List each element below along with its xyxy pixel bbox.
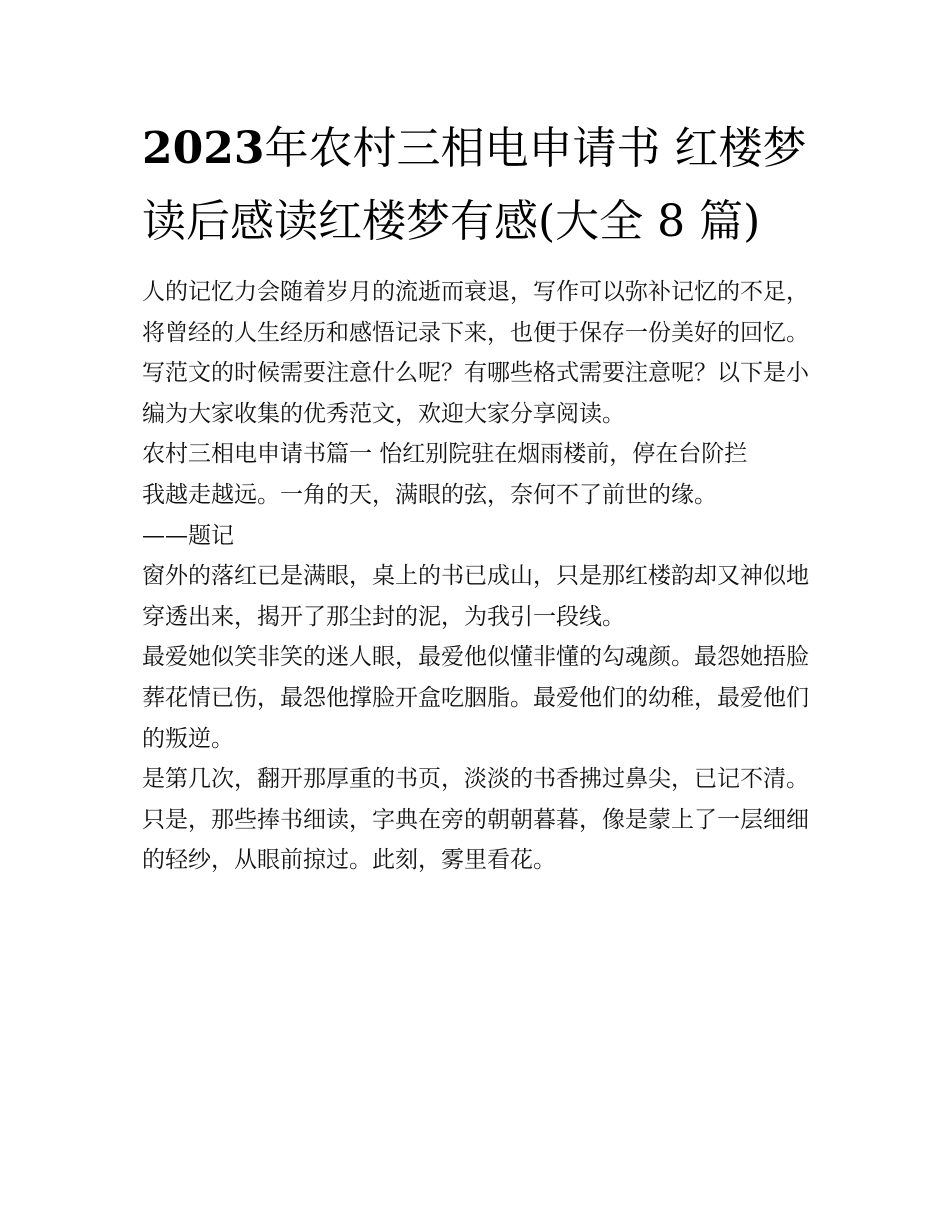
document-body — [142, 272, 822, 881]
paragraph-epigraph-attribution: ——题记 — [142, 522, 234, 549]
paragraph-intro: 人的记忆力会随着岁月的流逝而衰退，写作可以弥补记忆的不足，将曾经的人生经历和感悟记录下来，也便于保存一份美好的回忆。写范文的时候需要注意什么呢？有哪些格式需要注意呢？以下是小编为大家收集的优秀范文，欢迎大家分享阅读。 — [142, 279, 809, 427]
paragraph-section-heading: 农村三相电申请书篇一 怡红别院驻在烟雨楼前，停在台阶拦 — [142, 441, 748, 468]
paragraph-reading: 是第几次，翻开那厚重的书页，淡淡的书香拂过鼻尖，已记不清。 只是，那些捧书细读，字典在旁的朝朝暮暮，像是蒙上了一层细细的轻纱，从眼前掠过。此刻，雾里看花。 — [142, 766, 809, 874]
title-year: 2023 — [142, 123, 265, 174]
paragraph-verse: 我越走越远。一角的天，满眼的弦，奈何不了前世的缘。 — [142, 481, 717, 508]
paragraph-favorites: 最爱她似笑非笑的迷人眼，最爱他似懂非懂的勾魂颜。最怨她捂脸葬花情已伤，最怨他撑脸开盒吃胭脂。最爱他们的幼稚，最爱他们的叛逆。 — [142, 644, 809, 752]
document-title — [142, 112, 822, 258]
paragraph-window: 窗外的落红已是满眼，桌上的书已成山，只是那红楼韵却又神似地穿透出来，揭开了那尘封的泥，为我引一段线。 — [142, 563, 809, 630]
title-text: 年农村三相电申请书 红楼梦读后感读红楼梦有感(大全 8 篇) — [142, 123, 807, 247]
document-page — [142, 112, 822, 881]
